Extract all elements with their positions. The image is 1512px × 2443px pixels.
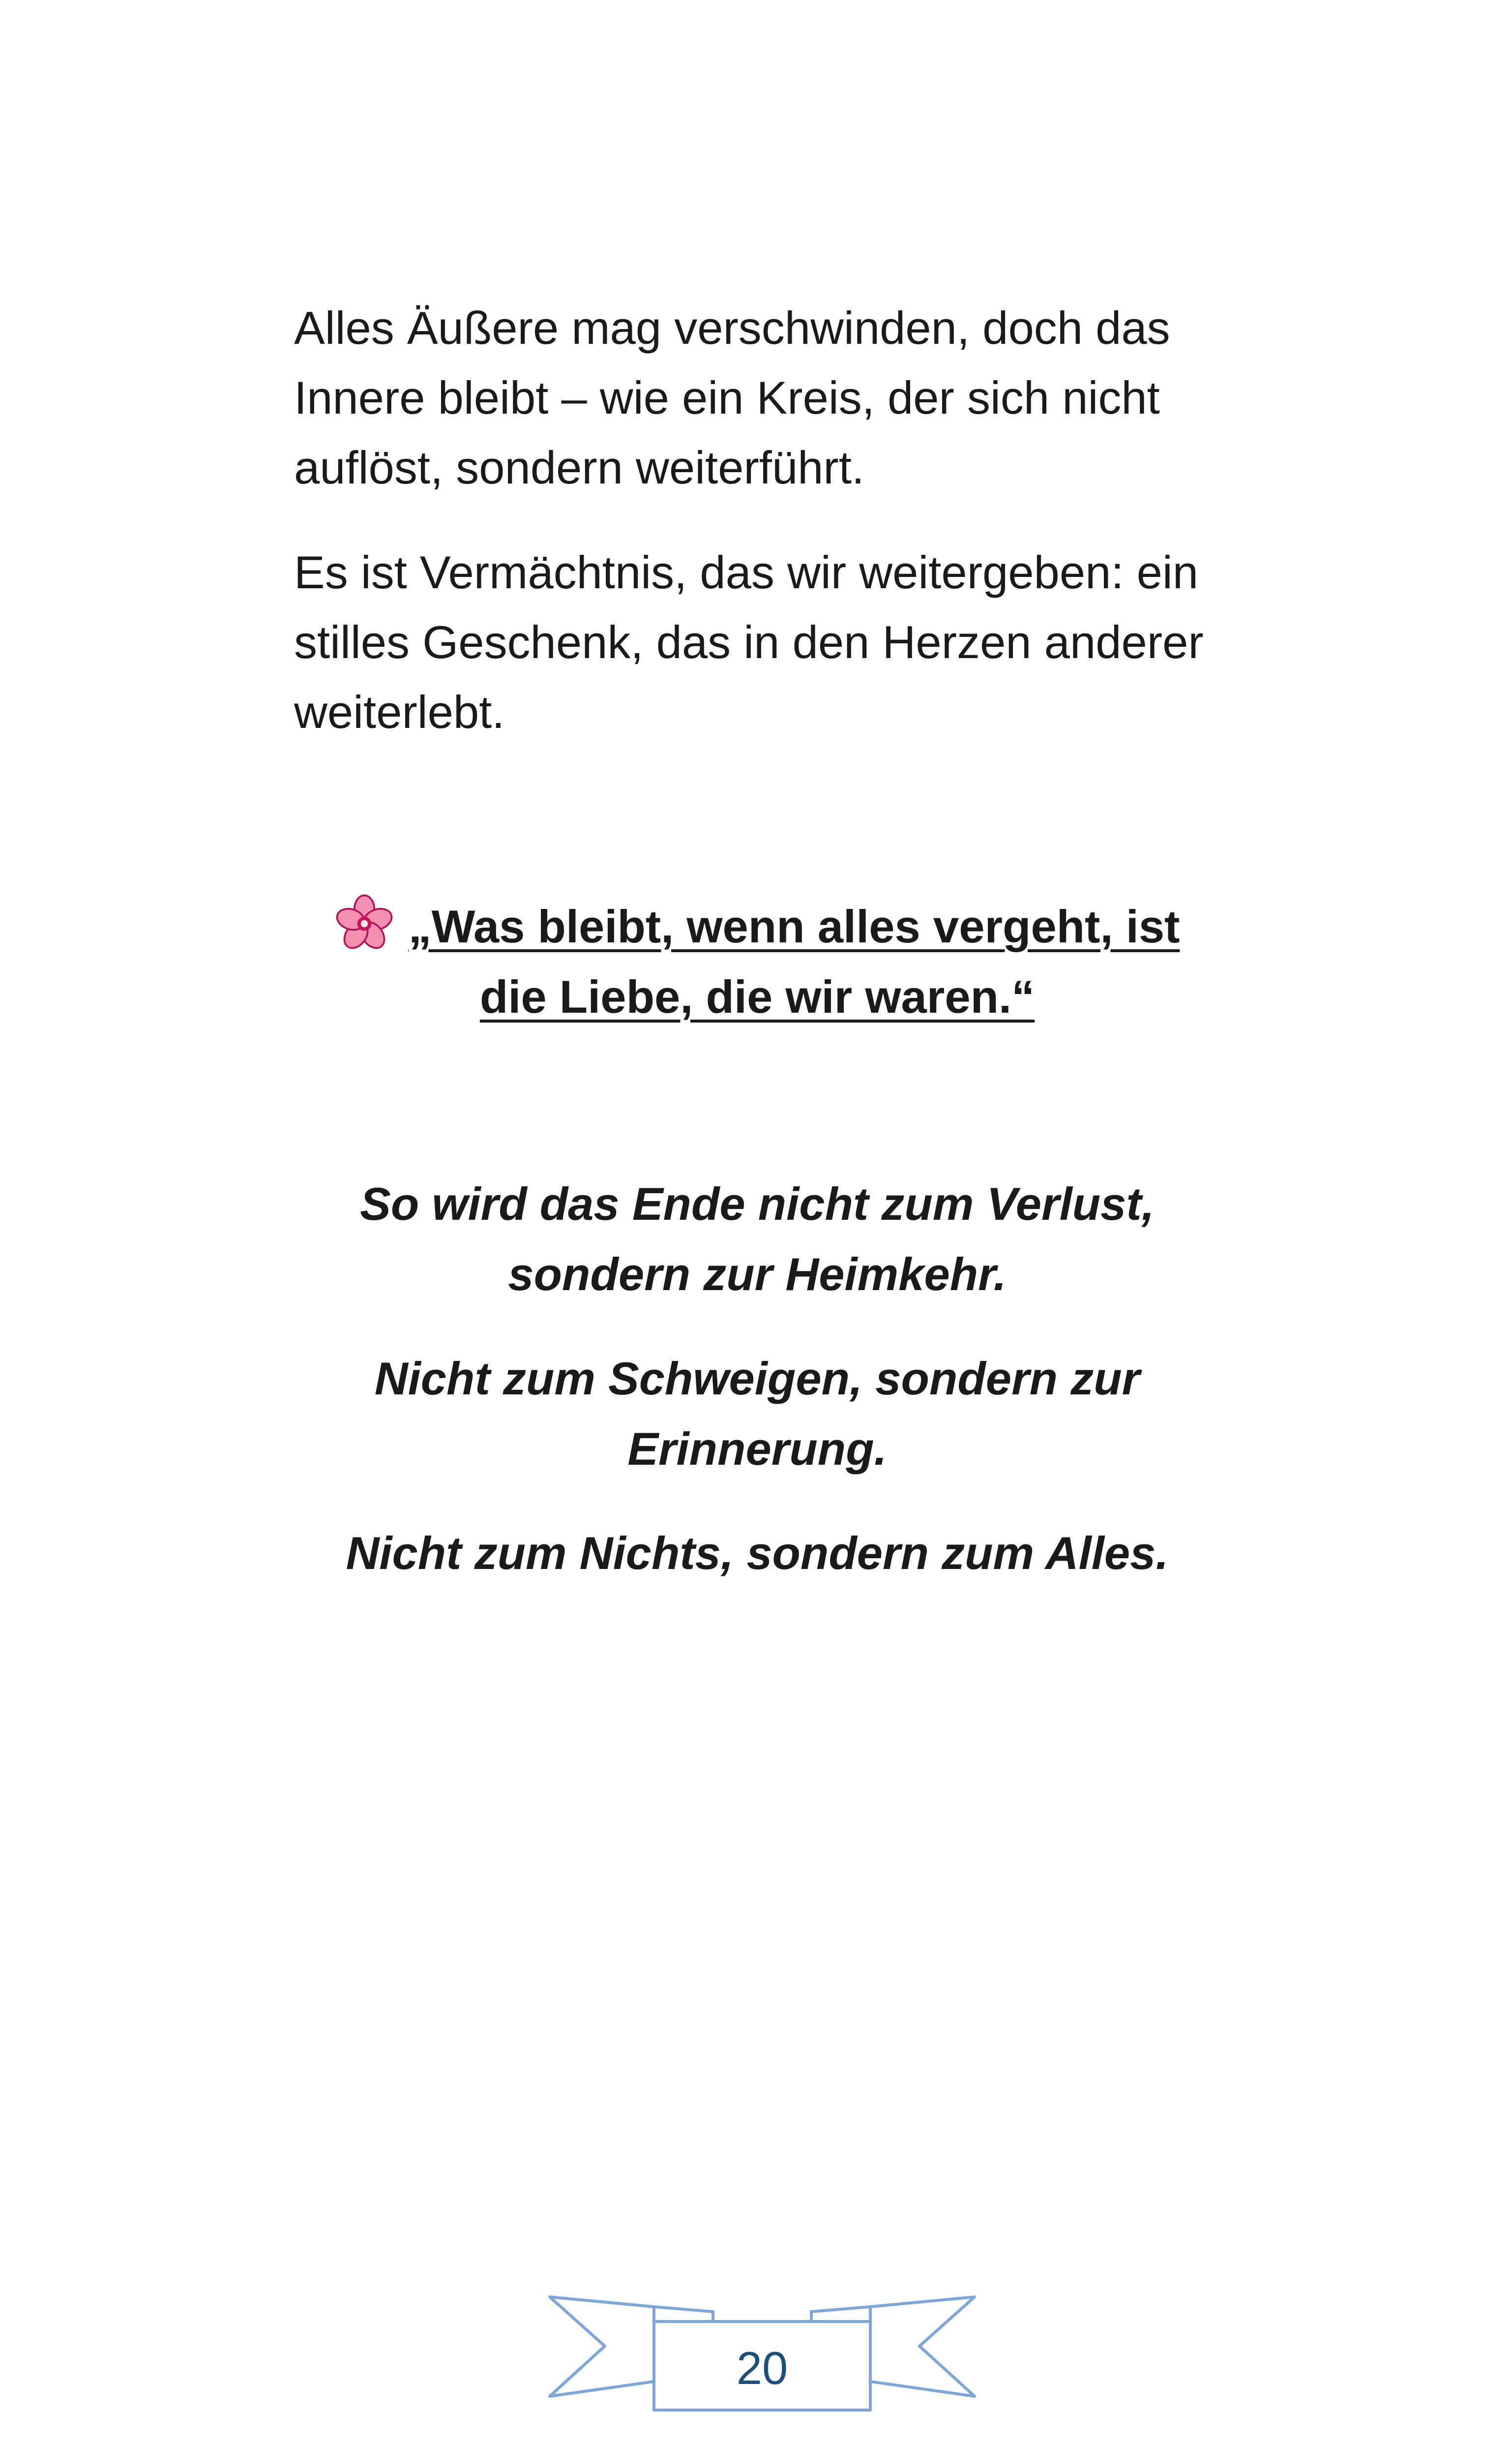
verse-1 [275, 1169, 1239, 1309]
paragraph-1: Alles Äußere mag verschwinden, doch das Innere bleibt – wie ein Kreis, der sich nicht auflöst, sondern weiterführt. [294, 302, 1170, 493]
paragraph-2: Es ist Vermächtnis, das wir weitergeben: ein stilles Geschenk, das in den Herzen anderer weiterlebt. [294, 546, 1204, 738]
verse-3 [275, 1518, 1239, 1588]
verse-1-line-2: sondern zur Heimkehr. [508, 1248, 1007, 1300]
quote-line-1: „Was bleibt, wenn alles vergeht, ist [408, 901, 1180, 952]
quote-line-2: die Liebe, die wir waren.“ [479, 971, 1035, 1023]
verse-2-line-1: Nicht zum Schweigen, sondern zur [374, 1353, 1140, 1404]
verse-2 [275, 1343, 1239, 1484]
cherry-blossom-icon [335, 894, 394, 953]
verse-3-line-1: Nicht zum Nichts, sondern zum Alles. [346, 1527, 1169, 1579]
page-number: 20 [736, 2342, 788, 2394]
quote-block [275, 891, 1239, 1032]
quote-line-1-wrapper [335, 901, 1180, 952]
verse-2-line-2: Erinnerung. [627, 1423, 887, 1475]
verse-1-line-1: So wird das Ende nicht zum Verlust, [360, 1178, 1155, 1230]
